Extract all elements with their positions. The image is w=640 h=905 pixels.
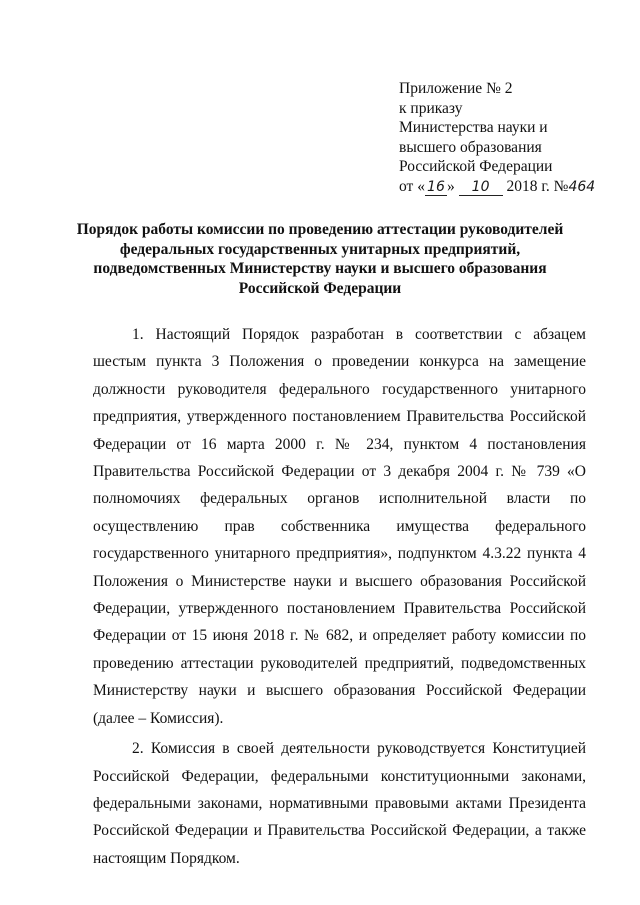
appendix-ministry-line1: Министерства науки и — [399, 119, 548, 136]
title-line: Российской Федерации — [238, 279, 402, 297]
order-number-handwritten: 464 — [568, 178, 596, 195]
appendix-order-ref: к приказу — [399, 99, 463, 117]
title-line: Порядок работы комиссии по проведению аттестации руководителей — [76, 221, 564, 238]
appendix-date-line — [399, 177, 619, 198]
date-mid: » — [446, 177, 455, 195]
appendix-number: Приложение № 2 — [399, 80, 513, 97]
appendix-header — [399, 79, 619, 197]
paragraph-2: 2. Комиссия в своей деятельности руководствуется Конституцией Российской Федерации, федеральными конституционными законами, федеральными законами, нормативными правовыми актами Президента Российской Федерации и Правительства Российской Федерации, а также настоящим Порядком. — [93, 740, 586, 867]
document-body — [93, 321, 586, 872]
document-title — [60, 220, 580, 298]
appendix-ministry-line3: Российской Федерации — [399, 158, 553, 175]
appendix-ministry-line2: высшего образования — [399, 138, 542, 156]
title-line: подведомственных Министерству науки и высшего образования — [93, 260, 547, 277]
date-prefix: от « — [399, 177, 425, 195]
date-year: 2018 г. № — [506, 177, 569, 195]
title-line: федеральных государственных унитарных предприятий, — [119, 240, 521, 258]
paragraph-1: 1. Настоящий Порядок разработан в соответствии с абзацем шестым пункта 3 Положения о проведении конкурса на замещение должности руководителя федерального государственного унитарного предприятия, утвержденного постановлением Правительства Российской Федерации от 16 марта 2000 г. № 234, пунктом 4 постановления Правительства Российской Федерации от 3 декабря 2004 г. № 739 «О полномочиях федеральных органов исполнительной власти по осуществлению прав собственника имущества федерального государственного унитарного предприятия», подпунктом 4.3.22 пункта 4 Положения о Министерстве науки и высшего образования Российской Федерации, утвержденного постановлением Правительства Российской Федерации от 15 июня 2018 г. № 682, и определяет работу комиссии по проведению аттестации руководителей предприятий, подведомственных Министерству науки и высшего образования Российской Федерации (далее – Комиссия). — [93, 326, 586, 727]
date-day-handwritten: 16 — [425, 179, 447, 196]
date-month-handwritten: 10 — [459, 179, 503, 196]
